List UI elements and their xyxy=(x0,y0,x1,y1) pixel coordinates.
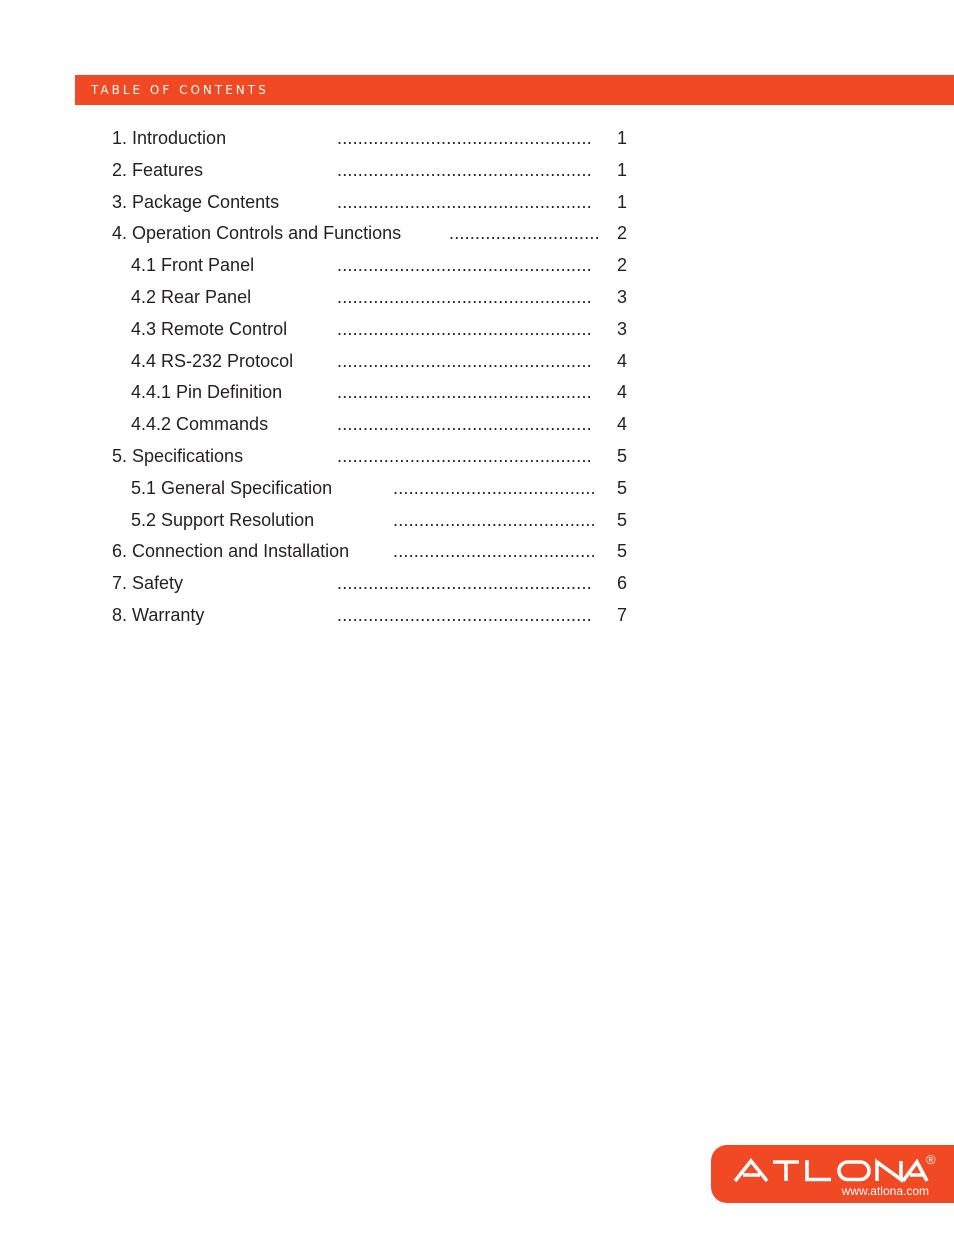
toc-entry-label: 1. Introduction xyxy=(112,128,227,148)
toc-leader-dots: ................................................. xyxy=(337,255,592,276)
toc-entry-label: 4.2 Rear Panel xyxy=(131,287,252,307)
toc-entry-label: 5. Specifications xyxy=(112,446,244,466)
toc-row[interactable] xyxy=(0,221,700,245)
toc-leader-dots: ................................................. xyxy=(337,318,592,339)
toc-entry-label: 5.1 General Specification xyxy=(131,477,333,498)
toc-entry-label: 3. Package Contents xyxy=(112,191,280,212)
toc-entry-label: 7. Safety xyxy=(112,573,184,594)
toc-page-number: 1 xyxy=(617,159,628,180)
toc-entry-label: 4.4.1 Pin Definition xyxy=(131,382,283,403)
registered-mark: ® xyxy=(926,1152,936,1167)
toc-row[interactable] xyxy=(0,380,700,404)
atlona-logo xyxy=(711,1145,954,1203)
toc-entry-label: 6. Connection and Installation xyxy=(112,541,350,562)
atlona-wordmark-icon xyxy=(733,1157,929,1183)
toc-page-number: 4 xyxy=(617,382,628,403)
toc-entry-label: 4.4 RS-232 Protocol xyxy=(131,350,294,371)
toc-entry-label: 8. Warranty xyxy=(112,605,205,625)
toc-row[interactable] xyxy=(0,285,700,309)
toc-leader-dots: ................................................. xyxy=(337,159,592,180)
toc-page-number: 3 xyxy=(617,318,628,339)
toc-row[interactable] xyxy=(0,349,700,373)
toc-leader-dots: ....................................... xyxy=(393,509,596,530)
toc-entry-label: 2. Features xyxy=(112,159,204,180)
toc-page-number: 5 xyxy=(617,446,628,466)
toc-page-number: 7 xyxy=(617,605,628,625)
toc-leader-dots: ....................................... xyxy=(393,477,596,498)
toc-row[interactable] xyxy=(0,126,700,150)
toc-row[interactable] xyxy=(0,571,700,595)
toc-row[interactable] xyxy=(0,190,700,214)
toc-row[interactable] xyxy=(0,158,700,182)
toc-row[interactable] xyxy=(0,603,700,627)
toc-entry-label: 4.1 Front Panel xyxy=(131,255,255,276)
toc-row[interactable] xyxy=(0,412,700,436)
toc-leader-dots: ................................................. xyxy=(337,350,592,371)
toc-page-number: 5 xyxy=(617,509,628,530)
toc-entry-label: 4.3 Remote Control xyxy=(131,318,288,339)
toc-row[interactable] xyxy=(0,476,700,500)
toc-page-number: 2 xyxy=(617,255,628,276)
toc-leader-dots: ....................................... xyxy=(393,541,596,562)
toc-leader-dots: ................................................. xyxy=(337,414,592,435)
toc-leader-dots: ................................................. xyxy=(337,287,592,307)
toc-row[interactable] xyxy=(0,444,700,468)
toc-row[interactable] xyxy=(0,317,700,341)
toc-page-number: 1 xyxy=(617,191,628,212)
toc-leader-dots: ................................................. xyxy=(337,446,592,466)
toc-leader-dots: ................................................. xyxy=(337,605,592,625)
toc-page-number: 3 xyxy=(617,287,628,307)
website-url: www.atlona.com xyxy=(841,1184,929,1198)
toc-page-number: 5 xyxy=(617,541,628,562)
toc-leader-dots: ................................................. xyxy=(337,382,592,403)
toc-page-number: 4 xyxy=(617,350,628,371)
toc-page-number: 5 xyxy=(617,477,628,498)
toc-entry-label: 5.2 Support Resolution xyxy=(131,509,315,530)
toc-leader-dots: ................................................. xyxy=(337,191,592,212)
toc-row[interactable] xyxy=(0,253,700,277)
toc-leader-dots: ............................. xyxy=(449,223,600,244)
toc-entry-label: 4. Operation Controls and Functions xyxy=(112,223,402,244)
toc-page-number: 1 xyxy=(617,128,628,148)
toc-row[interactable] xyxy=(0,539,700,563)
toc-page-number: 4 xyxy=(617,414,628,435)
toc-row[interactable] xyxy=(0,508,700,532)
toc-entry-label: 4.4.2 Commands xyxy=(131,414,269,435)
toc-leader-dots: ................................................. xyxy=(337,128,592,148)
toc-page-number: 6 xyxy=(617,573,628,594)
toc-page-number: 2 xyxy=(617,223,628,244)
toc-leader-dots: ................................................. xyxy=(337,573,592,594)
section-title: TABLE OF CONTENTS xyxy=(91,83,269,97)
